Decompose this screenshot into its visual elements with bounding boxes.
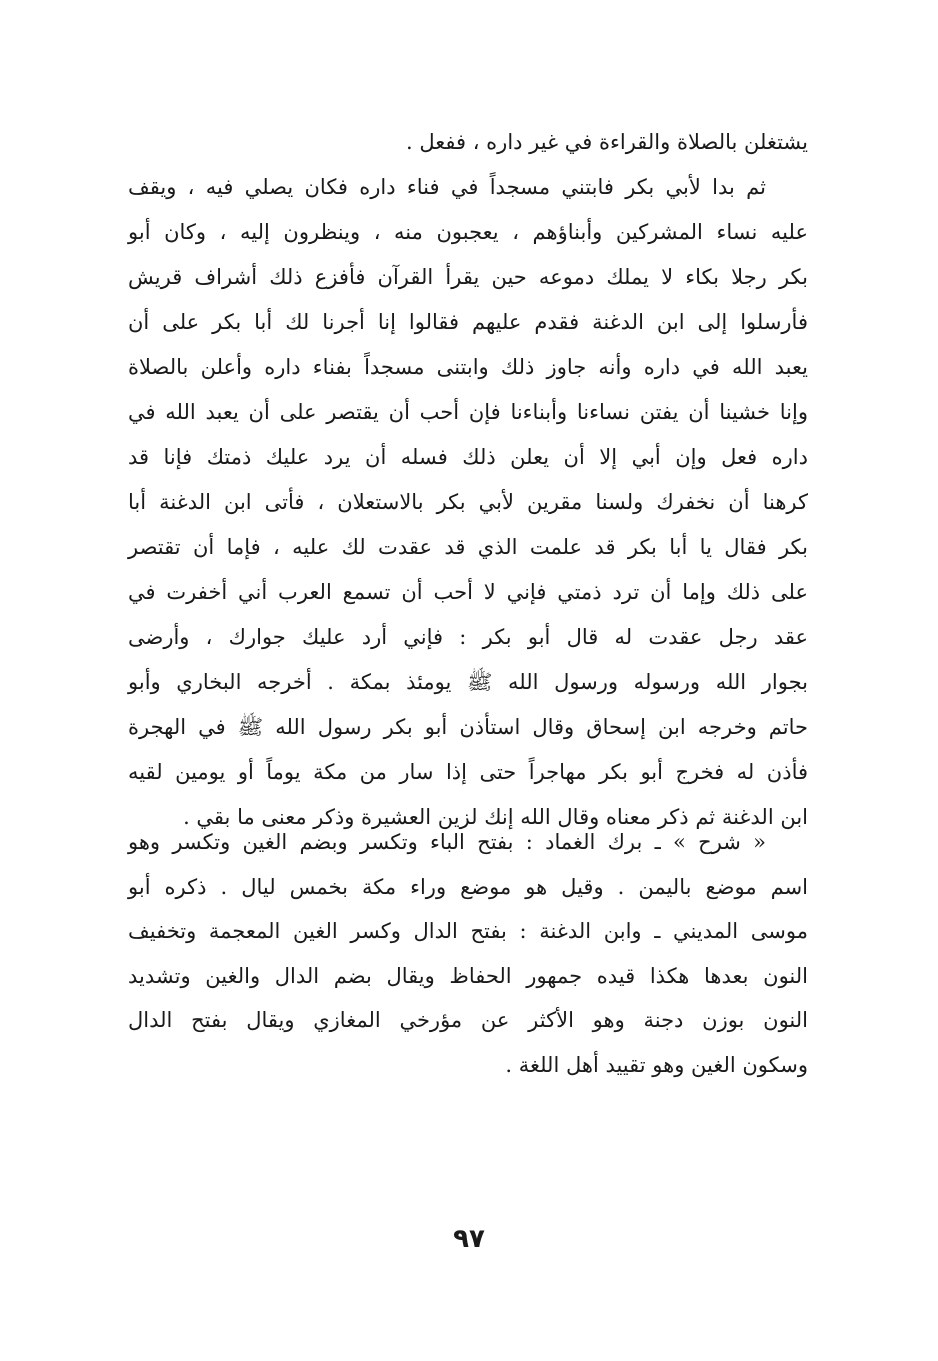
text-line: بكر رجلا بكاء لا يملك دموعه حين يقرأ القرآن فأفزع ذلك أشراف قريش [128,265,808,289]
text-line: فأرسلوا إلى ابن الدغنة فقدم عليهم فقالوا إنا أجرنا لك أبا بكر على أن [128,310,808,334]
text-line: ثم بدا لأبي بكر فابتني مسجداً في فناء داره فكان يصلي فيه ، ويقف [128,175,766,199]
text-line: كرهنا أن نخفرك ولسنا مقرين لأبي بكر بالاستعلان ، فأتى ابن الدغنة أبا [128,490,808,514]
text-line: موسى المديني ـ وابن الدغنة : بفتح الدال وكسر الغين المعجمة وتخفيف [128,919,808,943]
text-line: فأذن له فخرج أبو بكر مهاجراً حتى إذا سار من مكة يوماً أو يومين لقيه [128,760,808,784]
paragraph-main [128,165,808,840]
text-line: حاتم وخرجه ابن إسحاق وقال استأذن أبو بكر رسول الله ﷺ في الهجرة [128,715,808,739]
text-line: يعبد الله في داره وأنه جاوز ذلك وابتنى مسجداً بفناء داره وأعلن بالصلاة [128,355,808,379]
text-line: بجوار الله ورسوله ورسول الله ﷺ يومئذ بمكة . أخرجه البخاري وأبو [128,670,808,694]
paragraph-commentary [128,820,808,1087]
text-line: « شرح » ـ برك الغماد : بفتح الباء وتكسر وبضم الغين وتكسر وهو [128,830,766,854]
text-line: يشتغلن بالصلاة والقراءة في غير داره ، ففعل . [406,130,808,154]
text-line: النون بوزن دجنة وهو الأكثر عن مؤرخي المغازي ويقال بفتح الدال [128,1008,808,1032]
text-line: داره فعل وإن أبي إلا أن يعلن ذلك فسله أن يرد عليك ذمتك فإنا قد [128,445,808,469]
text-line: النون بعدها هكذا قيده جمهور الحفاظ ويقال بضم الدال والغين وتشديد [128,963,808,988]
text-line: وإنا خشينا أن يفتن نساءنا وأبناءنا فإن أحب أن يقتصر على أن يعبد الله في [128,400,808,424]
text-line: بكر فقال يا أبا بكر قد علمت الذي قد عقدت لك عليه ، فإما أن تقتصر [128,535,808,559]
text-line: عليه نساء المشركين وأبناؤهم ، يعجبون منه ، وينظرون إليه ، وكان أبو [128,220,808,244]
page-number: ٩٧ [453,1224,485,1254]
text-line: اسم موضع باليمن . وقيل هو موضع وراء مكة بخمس ليال . ذكره أبو [128,874,808,899]
text-line: على ذلك وإما أن ترد ذمتي فإني لا أحب أن تسمع العرب أني أخفرت في [128,580,808,604]
paragraph-continuation [128,120,808,165]
text-line: ابن الدغنة ثم ذكر معناه وقال الله إنك لزين العشيرة وذكر معنى ما بقي . [183,805,808,829]
text-line: عقد رجل عقدت له قال أبو بكر : فإني أرد عليك جوارك ، وأرضى [128,625,808,649]
text-line: وسكون الغين وهو تقييد أهل اللغة . [505,1052,808,1077]
